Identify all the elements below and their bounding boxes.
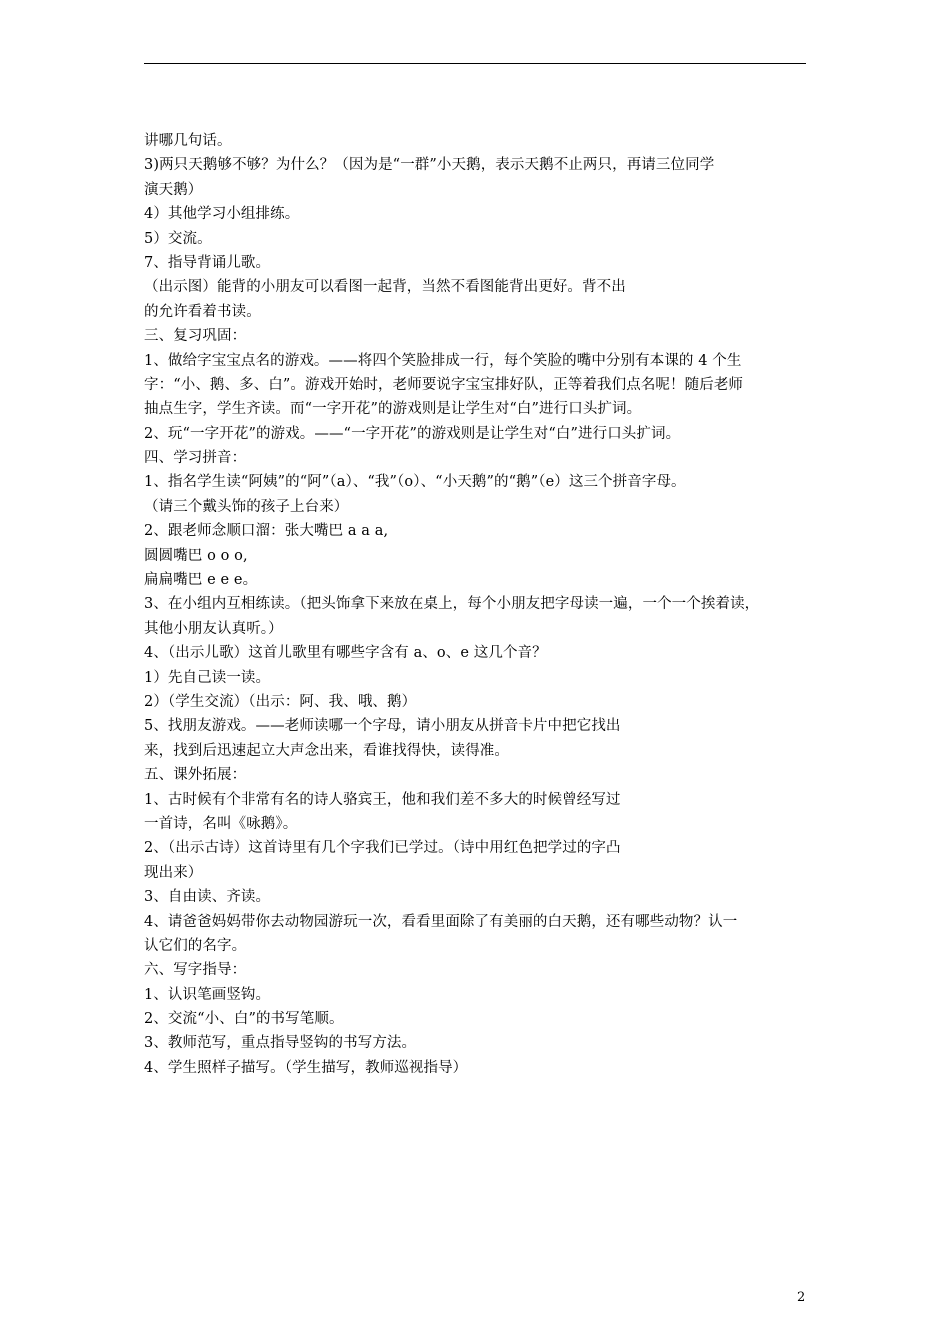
text-line: 五、课外拓展： [144, 767, 247, 784]
text-line: 六、写字指导： [144, 962, 247, 979]
text-line: 来，找到后迅速起立大声念出来，看谁找得快，读得准。 [144, 742, 509, 759]
text-line: 3、在小组内互相练读。（把头饰拿下来放在桌上，每个小朋友把字母读一遍，一个一个挨着读， [144, 596, 760, 613]
text-line: 2、玩“一字开花”的游戏。——“一字开花”的游戏则是让学生对“白”进行口头扩词。 [144, 425, 681, 442]
text-line: 1、指名学生读“阿姨”的“阿”（a）、“我”（o）、“小天鹅”的“鹅”（e）这三个拼音字母。 [144, 474, 686, 491]
text-line: 扁扁嘴巴 e e e。 [144, 572, 258, 589]
text-line: 1、古时候有个非常有名的诗人骆宾王，他和我们差不多大的时候曾经写过 [144, 791, 621, 808]
text-line: 4、（出示儿歌）这首儿歌里有哪些字含有 a、o、e 这几个音？ [144, 645, 547, 662]
text-line: 圆圆嘴巴 o o o, [144, 547, 248, 564]
text-line: 其他小朋友认真听。） [144, 620, 283, 637]
text-line: 讲哪几句话。 [144, 133, 232, 149]
text-line: 的允许看着书读。 [144, 303, 261, 320]
text-line: 1、认识笔画竖钩。 [144, 986, 271, 1003]
text-line: （请三个戴头饰的孩子上台来） [144, 498, 349, 515]
text-line: 1、做给字宝宝点名的游戏。——将四个笑脸排成一行，每个笑脸的嘴中分别有本课的 4 个生 [144, 352, 742, 369]
text-line: 3、自由读、齐读。 [144, 889, 271, 906]
text-line: 3、教师范写，重点指导竖钩的书写方法。 [144, 1035, 417, 1052]
text-line: （出示图）能背的小朋友可以看图一起背，当然不看图能背出更好。背不出 [144, 279, 626, 296]
text-line: 演天鹅） [144, 181, 203, 198]
text-line: 三、复习巩固： [144, 328, 247, 345]
text-line: 3)两只天鹅够不够？为什么？（因为是“一群”小天鹅，表示天鹅不止两只，再请三位同学 [144, 157, 715, 174]
text-line: 4、学生照样子描写。（学生描写，教师巡视指导） [144, 1059, 468, 1076]
text-line: 5、找朋友游戏。——老师读哪一个字母，请小朋友从拼音卡片中把它找出 [144, 718, 621, 735]
text-line: 1）先自己读一读。 [144, 669, 271, 686]
text-line: 4、请爸爸妈妈带你去动物园游玩一次，看看里面除了有美丽的白天鹅，还有哪些动物？认一 [144, 913, 738, 930]
text-line: 5）交流。 [144, 230, 212, 247]
text-line: 2）（学生交流）（出示：阿、我、哦、鹅） [144, 693, 417, 710]
header-rule [144, 63, 806, 64]
text-line: 2、跟老师念顺口溜：张大嘴巴 a a a, [144, 523, 389, 540]
text-line: 7、指导背诵儿歌。 [144, 254, 271, 271]
text-line: 现出来） [144, 864, 203, 881]
text-line: 四、学习拼音： [144, 450, 247, 467]
page-number: 2 [797, 1290, 806, 1305]
document-body [144, 129, 809, 1080]
text-line: 2、交流“小、白”的书写笔顺。 [144, 1011, 344, 1028]
text-line: 认它们的名字。 [144, 937, 247, 954]
text-line: 2、（出示古诗）这首诗里有几个字我们已学过。（诗中用红色把学过的字凸 [144, 840, 621, 857]
text-line: 字：“小、鹅、多、白”。游戏开始时，老师要说字宝宝排好队，正等着我们点名呢！随后老师 [144, 376, 744, 393]
text-line: 4）其他学习小组排练。 [144, 206, 300, 223]
text-line: 抽点生字，学生齐读。而“一字开花”的游戏则是让学生对“白”进行口头扩词。 [144, 401, 642, 418]
text-line: 一首诗，名叫《咏鹅》。 [144, 815, 298, 832]
